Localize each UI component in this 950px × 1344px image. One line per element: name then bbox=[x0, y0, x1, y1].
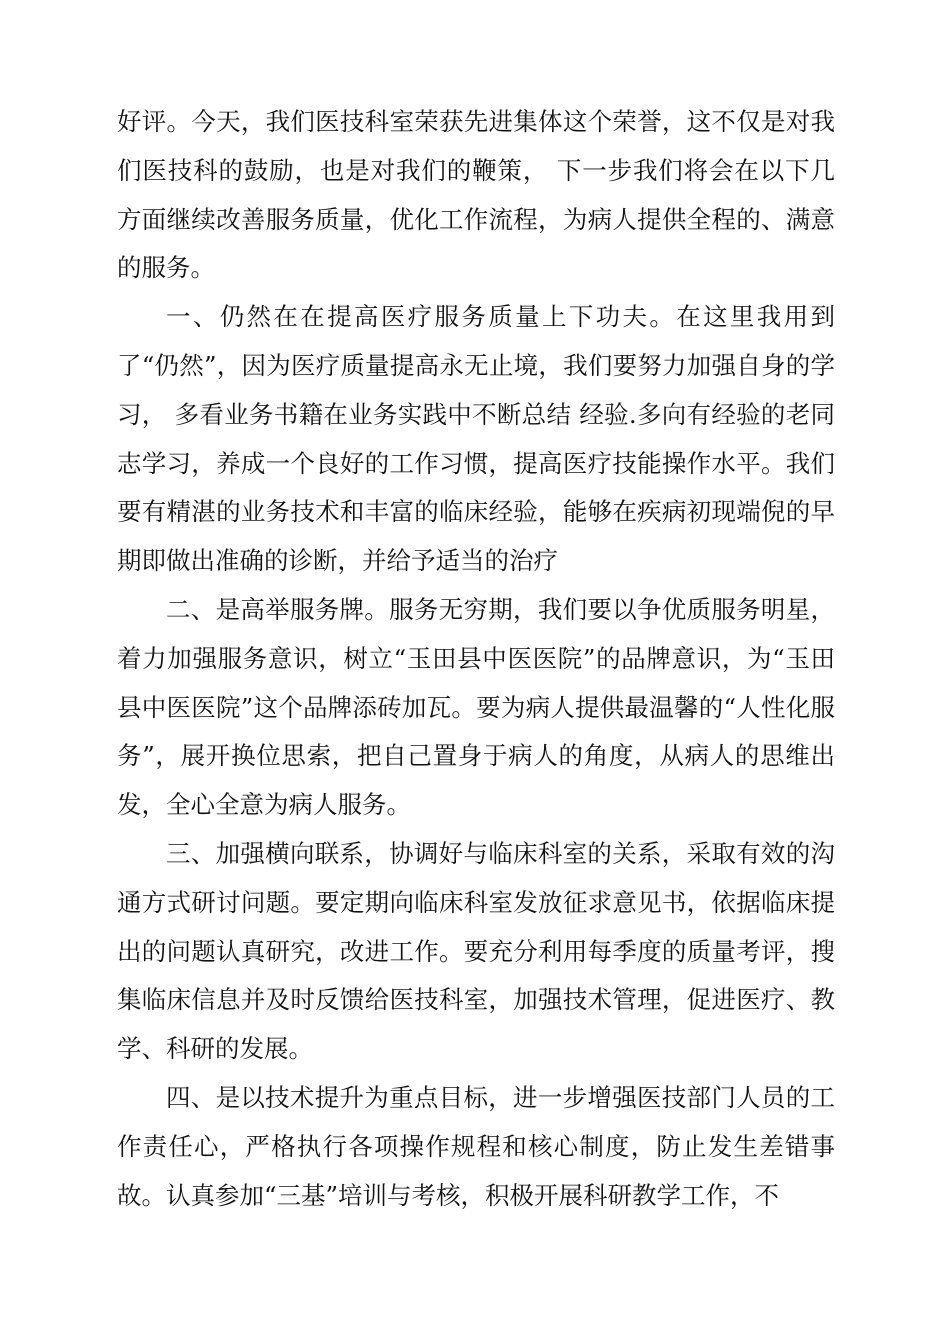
paragraph-intro-continuation: 好评。今天，我们医技科室荣获先进集体这个荣誉，这不仅是对我们医技科的鼓励，也是对我们的鞭策， 下一步我们将会在以下几方面继续改善服务质量，优化工作流程，为病人提供全程的、满意的服务。 bbox=[117, 107, 835, 283]
paragraph-point-one: 一、仍然在在提高医疗服务质量上下功夫。在这里我用到了“仍然”，因为医疗质量提高永无止境，我们要努力加强自身的学习， 多看业务书籍在业务实践中不断总结 经验.多向有经验的老同志学习，养成一个良好的工作习惯，提高医疗技能操作水平。我们要有精湛的业务技术和丰富的临床经验，能够在疾病初现端倪的早期即做出准确的诊断，并给予适当的治疗 bbox=[117, 302, 835, 576]
paragraph-point-two: 二、是高举服务牌。服务无穷期，我们要以争优质服务明星，着力加强服务意识，树立“玉田县中医医院”的品牌意识，为“玉田县中医医院”这个品牌添砖加瓦。要为病人提供最温馨的“人性化服务”，展开换位思索，把自己置身于病人的角度，从病人的思维出发，全心全意为病人服务。 bbox=[117, 594, 835, 820]
document-body bbox=[117, 98, 835, 1220]
paragraph-point-three: 三、加强横向联系，协调好与临床科室的关系，采取有效的沟通方式研讨问题。要定期向临床科室发放征求意见书，依据临床提出的问题认真研究，改进工作。要充分利用每季度的质量考评，搜集临床信息并及时反馈给医技科室，加强技术管理，促进医疗、教学、科研的发展。 bbox=[117, 838, 835, 1064]
paragraph-point-four: 四、是以技术提升为重点目标，进一步增强医技部门人员的工作责任心，严格执行各项操作规程和核心制度，防止发生差错事故。认真参加“三基”培训与考核，积极开展科研教学工作，不 bbox=[117, 1082, 835, 1210]
